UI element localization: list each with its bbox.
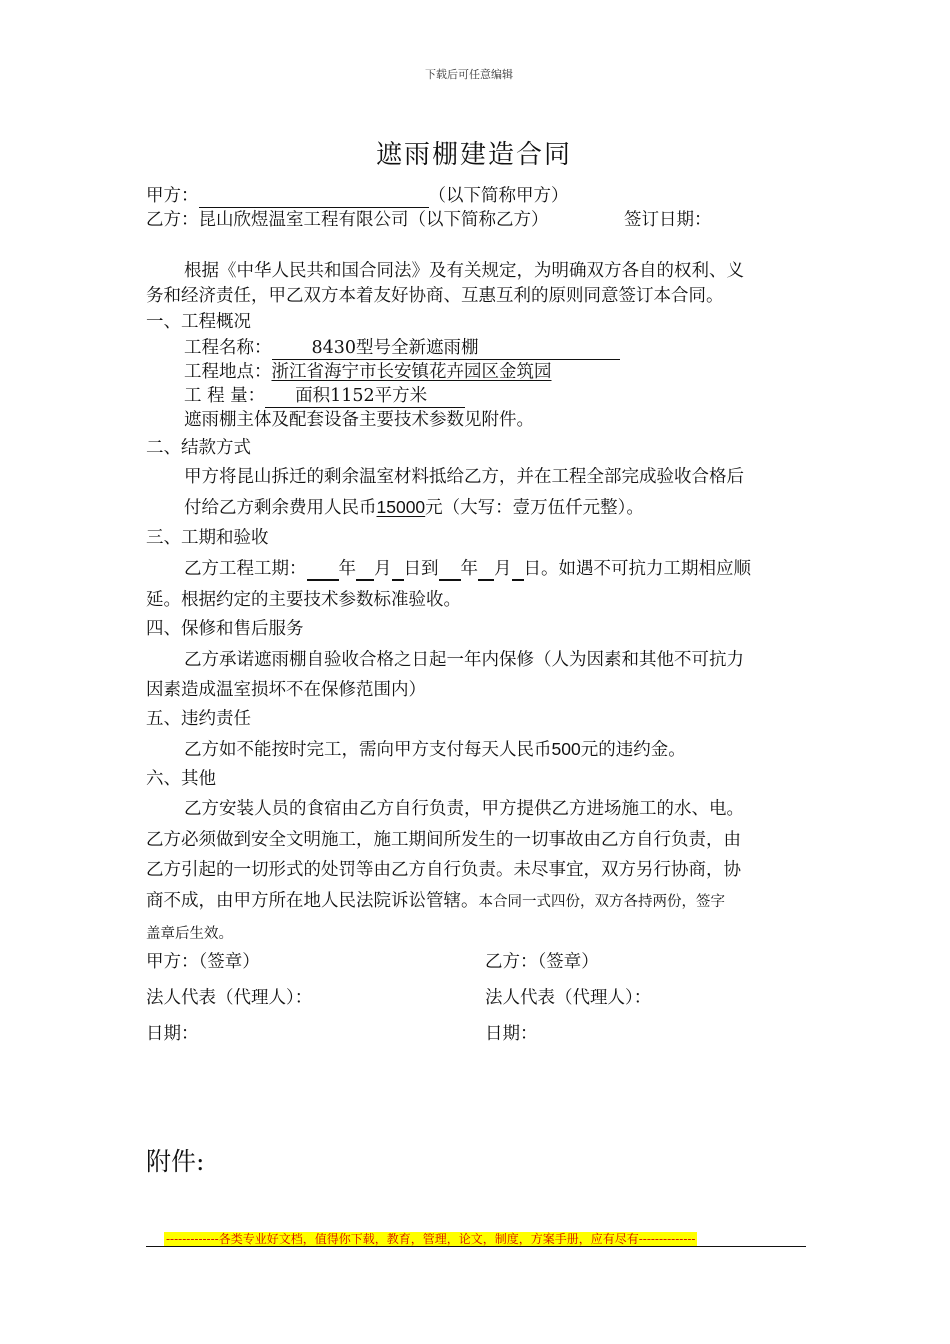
section-3-heading: 三、工期和验收 [146, 528, 269, 548]
section-4-heading: 四、保修和售后服务 [146, 619, 304, 639]
project-site-row [184, 360, 552, 384]
project-site-value: 浙江省海宁市长安镇花卉园区金筑园 [271, 362, 552, 382]
blank-month-2 [478, 561, 494, 581]
party-a-suffix: （以下简称甲方） [428, 186, 569, 206]
party-b-line [146, 208, 549, 232]
penalty-post: 元的违约金。 [580, 740, 686, 760]
party-b-representative: 法人代表（代理人）： [485, 988, 652, 1008]
party-a-representative: 法人代表（代理人）： [146, 988, 313, 1008]
blank-day-2 [512, 561, 524, 581]
header-note: 下载后可任意编辑 [425, 68, 513, 81]
project-qty-value: 面积1152平方米 [265, 384, 465, 408]
intro-line-2: 务和经济责任，甲乙双方本着友好协商、互惠互利的原则同意签订本合同。 [146, 286, 724, 306]
footer-banner-text: -------------各类专业好文档，值得你下载，教育，管理，论文，制度，方案手册，应有尽有-------------- [166, 1232, 696, 1246]
other-line-1: 乙方安装人员的食宿由乙方自行负责，甲方提供乙方进场施工的水、电。 [184, 799, 744, 819]
warranty-line-2: 因素造成温室损坏不在保修范围内） [146, 680, 426, 700]
section-2-heading: 二、结款方式 [146, 438, 251, 458]
schedule-year-2: 年 [460, 559, 478, 579]
footer-divider [146, 1246, 806, 1247]
other-line-2: 乙方必须做到安全文明施工，施工期间所发生的一切事故由乙方自行负责，由 [146, 830, 741, 850]
party-a-date: 日期： [146, 1024, 199, 1044]
other-line-4a: 商不成，由甲方所在地人民法院诉讼管辖。 [146, 891, 479, 911]
payment-pre: 付给乙方剩余费用人民币 [184, 498, 377, 518]
section-1-heading: 一、工程概况 [146, 312, 251, 332]
project-qty-label: 工 程 量： [184, 386, 266, 406]
schedule-day-2: 日。如遇不可抗力工期相应顺 [523, 559, 751, 579]
blank-day-1 [392, 561, 404, 581]
party-a-line [146, 184, 569, 208]
attachment-heading: 附件: [146, 1147, 205, 1176]
schedule-month-1: 月 [374, 559, 392, 579]
project-site-label: 工程地点： [184, 362, 272, 382]
tech-params-note: 遮雨棚主体及配套设备主要技术参数见附件。 [184, 410, 534, 430]
party-a-seal: 甲方：（签章） [146, 952, 260, 972]
penalty-pre: 乙方如不能按时完工，需向甲方支付每天人民币 [184, 740, 552, 760]
schedule-line-2: 延。根据约定的主要技术参数标准验收。 [146, 590, 461, 610]
party-b-label: 乙方：昆山欣煜温室工程有限公司（以下简称乙方） [146, 210, 549, 230]
footer-banner [164, 1228, 697, 1247]
blank-year-2 [439, 561, 461, 581]
schedule-pre: 乙方工程工期： [184, 559, 307, 579]
project-qty-row [184, 384, 465, 408]
party-a-label: 甲方： [146, 186, 199, 206]
penalty-amount: 500 [551, 739, 581, 759]
project-name-label: 工程名称： [184, 338, 272, 358]
blank-month-1 [356, 561, 374, 581]
project-name-row [184, 336, 620, 360]
section-5-heading: 五、违约责任 [146, 709, 251, 729]
payment-post: 元（大写：壹万伍仟元整）。 [425, 498, 644, 518]
other-line-4b: 本合同一式四份，双方各持两份，签字 [478, 894, 725, 910]
payment-line-2 [184, 495, 644, 520]
sign-date-label: 签订日期： [624, 210, 712, 230]
other-line-5: 盖章后生效。 [146, 926, 233, 942]
schedule-day-1: 日到 [403, 559, 439, 579]
payment-line-1: 甲方将昆山拆迁的剩余温室材料抵给乙方，并在工程全部完成验收合格后 [184, 467, 744, 487]
penalty-line [184, 737, 686, 762]
section-6-heading: 六、其他 [146, 769, 216, 789]
other-line-3: 乙方引起的一切形式的处罚等由乙方自行负责。未尽事宜，双方另行协商，协 [146, 860, 741, 880]
schedule-month-2: 月 [494, 559, 512, 579]
schedule-line-1 [184, 557, 751, 581]
project-name-value: 8430型号全新遮雨棚 [272, 336, 620, 360]
schedule-year-1: 年 [338, 559, 356, 579]
warranty-line-1: 乙方承诺遮雨棚自验收合格之日起一年内保修（人为因素和其他不可抗力 [184, 650, 744, 670]
blank-year-1 [307, 561, 339, 581]
other-line-4 [146, 889, 725, 914]
payment-amount: 15000 [376, 497, 426, 517]
party-b-date: 日期： [485, 1024, 538, 1044]
intro-line-1: 根据《中华人民共和国合同法》及有关规定，为明确双方各自的权利、义 [184, 261, 744, 281]
party-b-seal: 乙方：（签章） [485, 952, 599, 972]
page-title: 遮雨棚建造合同 [376, 140, 573, 170]
party-a-blank [199, 189, 429, 208]
